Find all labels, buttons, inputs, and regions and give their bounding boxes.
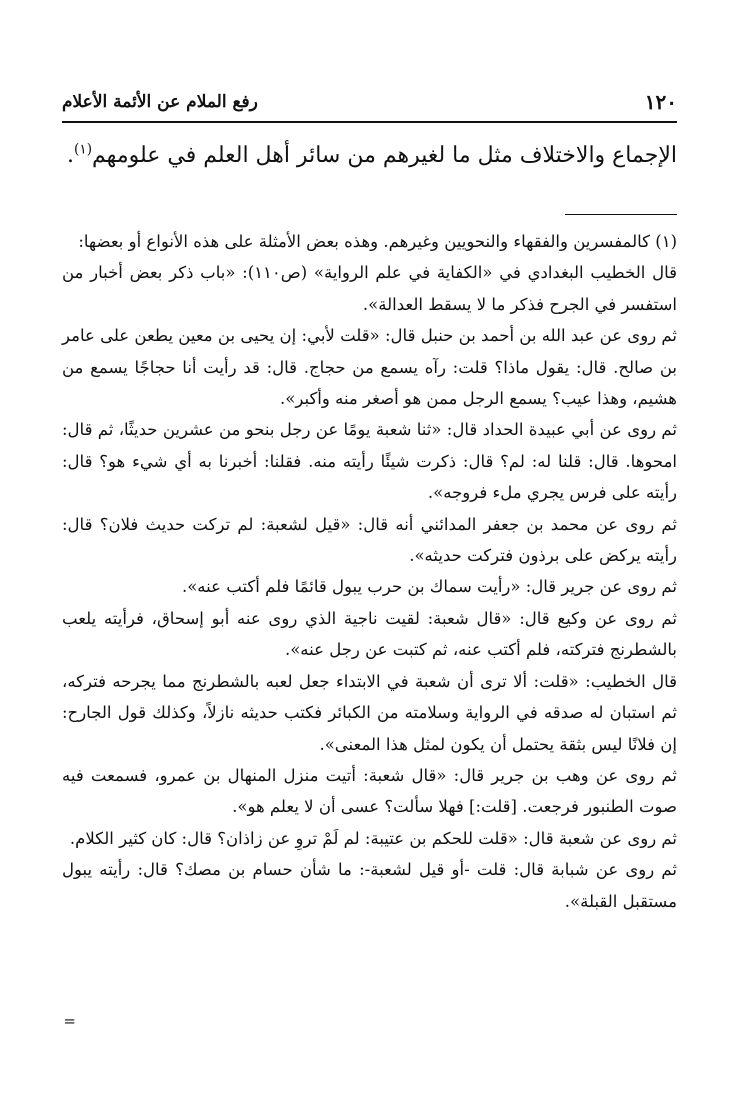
footnotes [62, 226, 677, 917]
footnote-paragraph: ثم روى عن أبي عبيدة الحداد قال: «ثنا شعبة يومًا عن رجل بنحو من عشرين حديثًا، ثم قال: امحوها. قال: قلنا له: لم؟ قال: ذكرت شيئًا رأيته منه. فقلنا: أخبرنا به أي شيء هو؟ قال: رأيته على فرس يجري ملء فروجه». [62, 420, 677, 503]
footnote-paragraph: (١) كالمفسرين والفقهاء والنحويين وغيرهم. وهذه بعض الأمثلة على هذه الأنواع أو بعضها: [78, 232, 677, 251]
footnote-paragraph: ثم روى عن شعبة قال: «قلت للحكم بن عتيبة: لم لَمْ تروِ عن زاذان؟ قال: كان كثير الكلام. [69, 828, 677, 848]
footnote-paragraph: قال الخطيب: «قلت: ألا ترى أن شعبة في الابتداء جعل لعبه بالشطرنج مما يجرحه فتركه، ثم استبان له صدقه في الرواية وسلامته من الكبائر فكتب حديثه نازلاً، وكذلك قول الجارح: إن فلانًا ليس بثقة يحتمل أن يكون لمثل هذا المعنى». [62, 671, 677, 754]
main-paragraph-end: . [67, 143, 75, 168]
footnote-separator [565, 214, 677, 215]
footnote-paragraph: ثم روى عن شبابة قال: قلت -أو قيل لشعبة-: ما شأن حسام بن مصك؟ قال: رأيته يبول مستقبل القبلة». [62, 860, 677, 911]
footnote-paragraph: ثم روى عن جرير قال: «رأيت سماك بن حرب يبول قائمًا فلم أكتب عنه». [181, 577, 677, 597]
footnote-paragraph: ثم روى عن وكيع قال: «قال شعبة: لقيت ناجية الذي روى عنه أبو إسحاق، فرأيته يلعب بالشطرنج فتركته، فلم أكتب عنه، ثم كتبت عن رجل عنه». [62, 608, 677, 660]
footnote-paragraph: قال الخطيب البغدادي في «الكفاية في علم الرواية» (ص١١٠): «باب ذكر بعض أخبار من استفسر في الجرح فذكر ما لا يسقط العدالة». [62, 263, 677, 314]
main-text [62, 138, 677, 174]
footnote-paragraph: ثم روى عن عبد الله بن أحمد بن حنبل قال: «قلت لأبي: إن يحيى بن معين يطعن على عامر بن صالح. قال: يقول ماذا؟ قلت: رآه يسمع من حجاج. قال: قد رأيت أنا حجاجًا يسمع من هشيم، وهذا عيب؟ يسمع الرجل ممن هو أصغر منه وأكبر». [62, 326, 677, 409]
main-paragraph: الإجماع والاختلاف مثل ما لغيرهم من سائر أهل العلم في علومهم [92, 143, 677, 168]
page-number: ١٢٠ [644, 90, 677, 114]
continuation-mark: = [63, 1012, 76, 1030]
header-rule [62, 121, 677, 123]
footnote-reference: (١) [74, 141, 93, 158]
running-title: رفع الملام عن الأئمة الأعلام [62, 92, 258, 112]
page-header [62, 86, 677, 118]
footnote-paragraph: ثم روى عن محمد بن جعفر المدائني أنه قال: «قيل لشعبة: لم تركت حديث فلان؟ قال: رأيته يركض على برذون فتركت حديثه». [62, 514, 677, 566]
footnote-paragraph: ثم روى عن وهب بن جرير قال: «قال شعبة: أتيت منزل المنهال بن عمرو، فسمعت فيه صوت الطنبور فرجعت. [قلت:] فهلا سألت؟ عسى أن لا يعلم هو». [62, 765, 677, 817]
